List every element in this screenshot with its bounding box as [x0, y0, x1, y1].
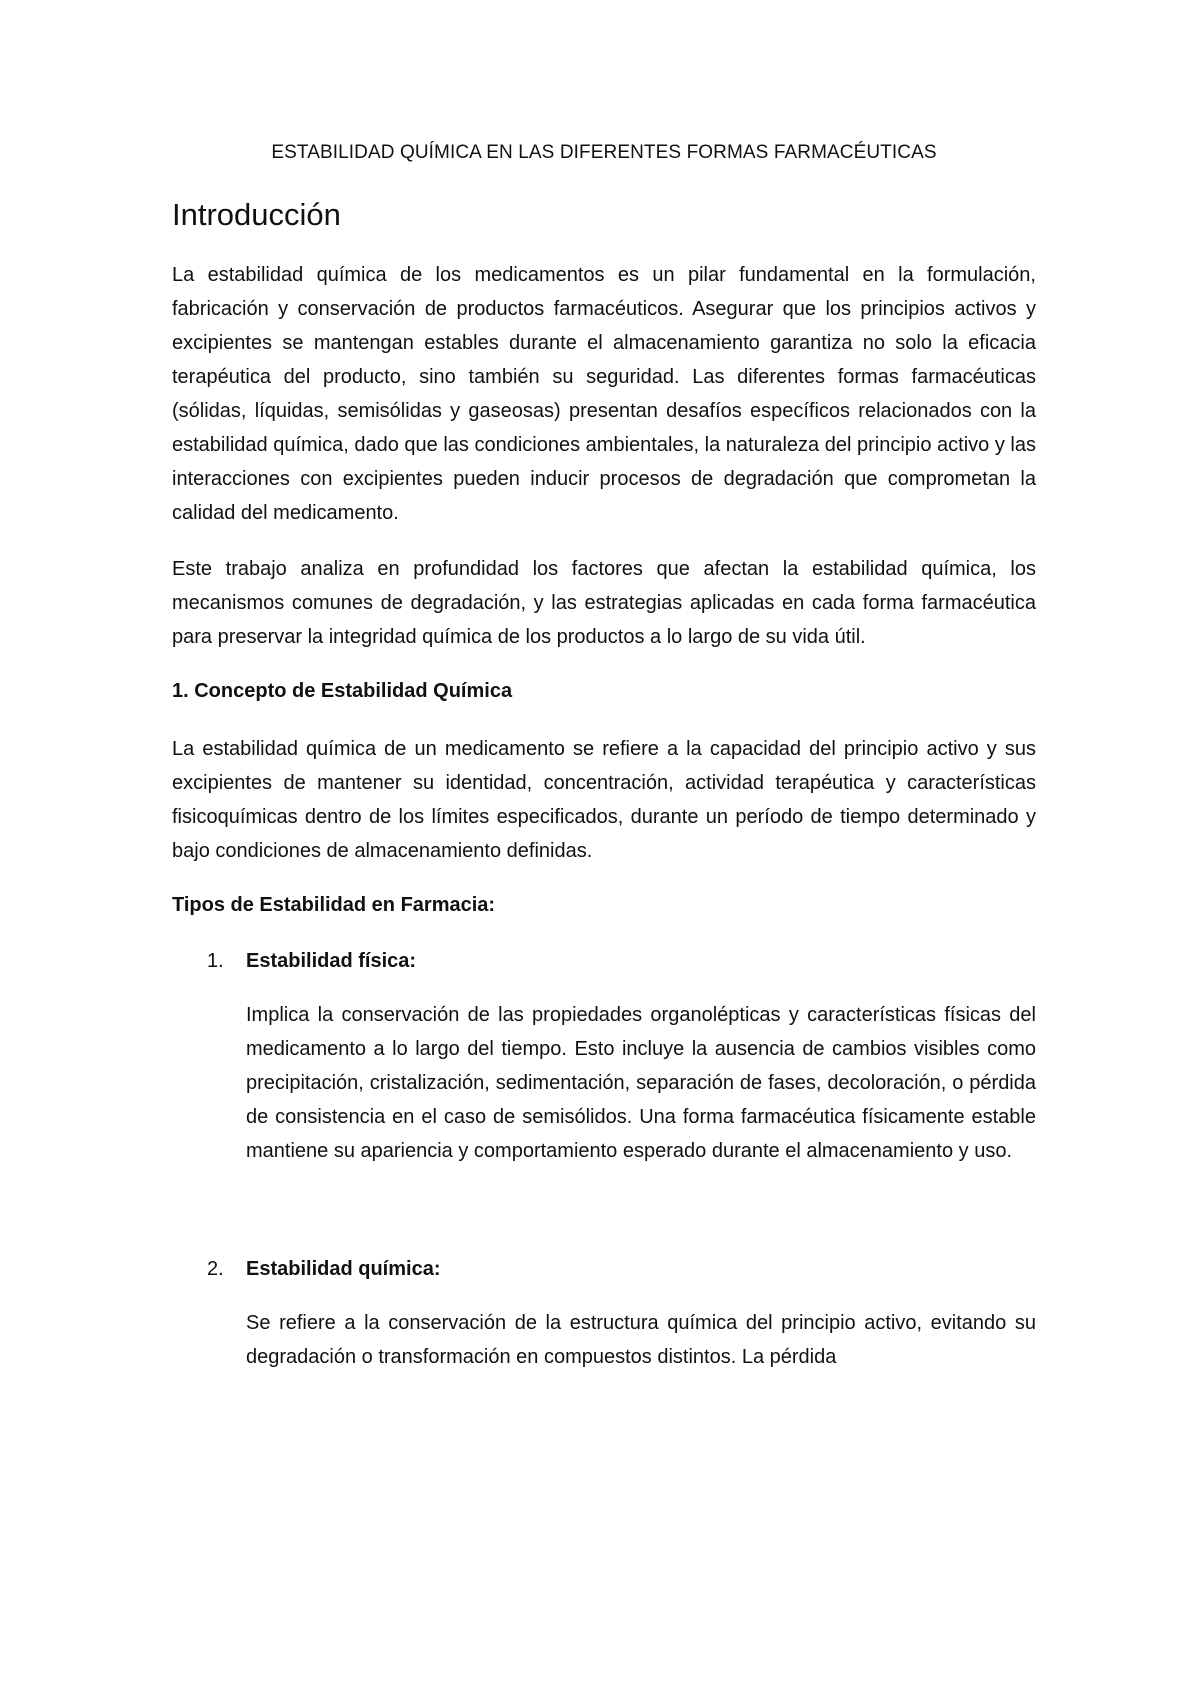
- list-item-chemical: [172, 1254, 1036, 1374]
- document-title: ESTABILIDAD QUÍMICA EN LAS DIFERENTES FORMAS FARMACÉUTICAS: [271, 142, 937, 163]
- list-item-text: Implica la conservación de las propiedades organolépticas y características físicas del medicamento a lo largo del tiempo. Esto incluye la ausencia de cambios visibles como precipitación, cristalización, sedimentación, separación de fases, decoloración, o pérdida de consistencia en el caso de semisólidos. Una forma farmacéutica físicamente estable mantiene su apariencia y comportamiento esperado durante el almacenamiento y uso.: [246, 1004, 1036, 1162]
- section1-heading: 1. Concepto de Estabilidad Química: [172, 680, 513, 702]
- types-heading: Tipos de Estabilidad en Farmacia:: [172, 894, 496, 916]
- intro-heading: Introducción: [172, 197, 341, 232]
- list-item-title: Estabilidad química:: [246, 1258, 441, 1280]
- document-content: [172, 140, 1036, 1396]
- list-item-heading: [172, 946, 1036, 976]
- section1-paragraph: La estabilidad química de un medicamento se refiere a la capacidad del principio activo y sus excipientes de mantener su identidad, concentración, actividad terapéutica y características fisicoquímicas dentro de los límites especificados, durante un período de tiempo determinado y bajo condiciones de almacenamiento definidas.: [172, 738, 1036, 862]
- stability-types-list: [172, 946, 1036, 1374]
- list-number: 2.: [207, 1258, 224, 1280]
- list-item-title: Estabilidad física:: [246, 950, 417, 972]
- list-number: 1.: [207, 950, 224, 972]
- list-item-text: Se refiere a la conservación de la estructura química del principio activo, evitando su degradación o transformación en compuestos distintos. La pérdida: [246, 1312, 1036, 1368]
- spacer: [172, 1190, 1036, 1254]
- list-item-physical: [172, 946, 1036, 1168]
- intro-paragraph-2: Este trabajo analiza en profundidad los factores que afectan la estabilidad química, los mecanismos comunes de degradación, y las estrategias aplicadas en cada forma farmacéutica para preservar la integridad química de los productos a lo largo de su vida útil.: [172, 558, 1036, 648]
- list-item-heading: [172, 1254, 1036, 1284]
- intro-paragraph-1: La estabilidad química de los medicamentos es un pilar fundamental en la formulación, fabricación y conservación de productos farmacéuticos. Asegurar que los principios activos y excipientes se mantengan estables durante el almacenamiento garantiza no solo la eficacia terapéutica del producto, sino también su seguridad. Las diferentes formas farmacéuticas (sólidas, líquidas, semisólidas y gaseosas) presentan desafíos específicos relacionados con la estabilidad química, dado que las condiciones ambientales, la naturaleza del principio activo y las interacciones con excipientes pueden inducir procesos de degradación que comprometan la calidad del medicamento.: [172, 264, 1036, 524]
